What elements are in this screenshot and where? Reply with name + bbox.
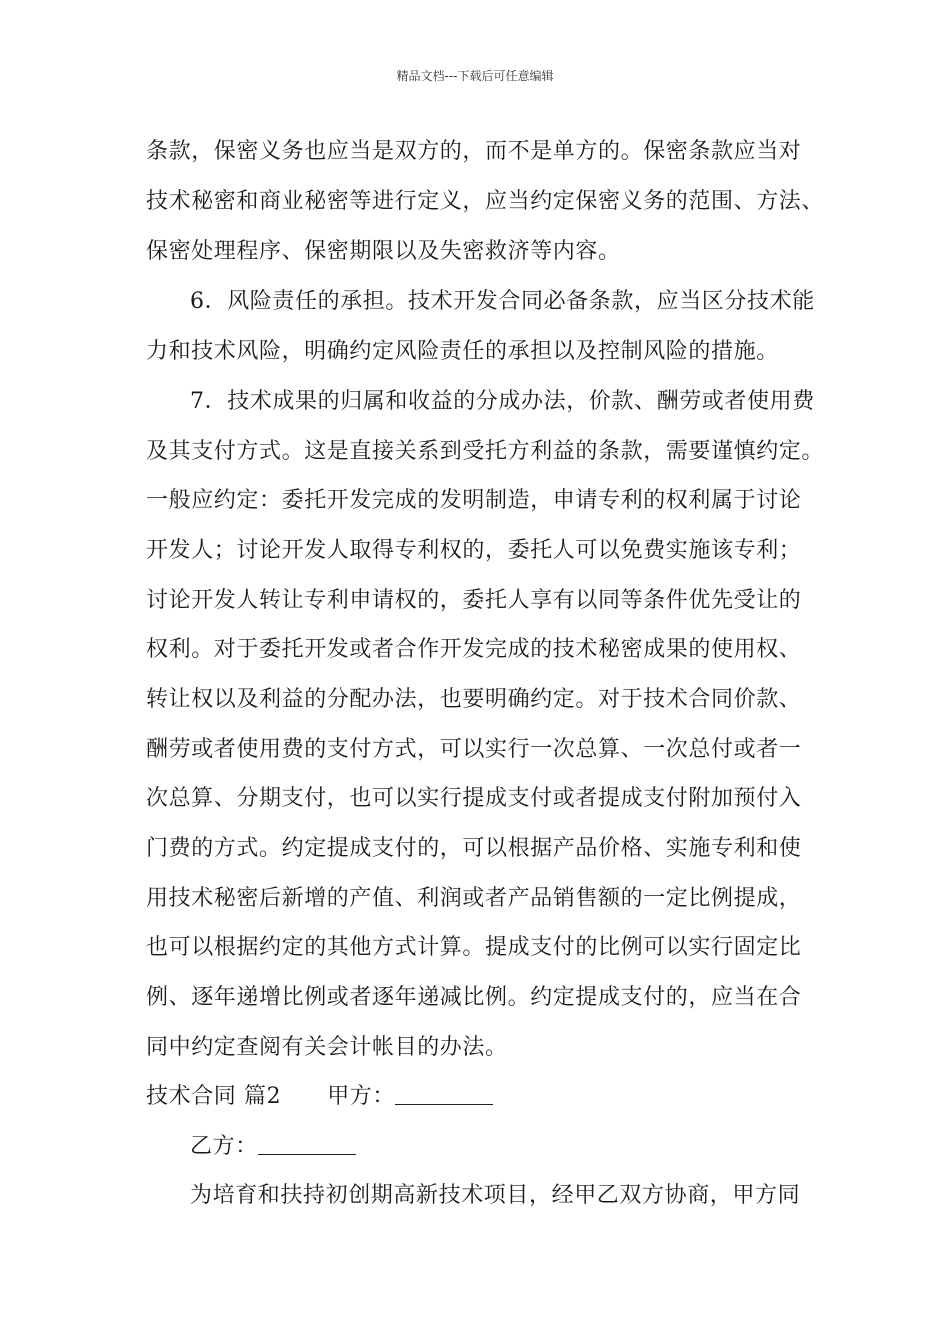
paragraph-line: 力和技术风险，明确约定风险责任的承担以及控制风险的措施。 — [146, 339, 779, 364]
paragraph-line: 次总算、分期支付，也可以实行提成支付或者提成支付附加预付入 — [146, 786, 802, 811]
paragraph-line: 6．风险责任的承担。技术开发合同必备条款，应当区分技术能 — [190, 289, 815, 314]
paragraph-line: 技术秘密和商业秘密等进行定义，应当约定保密义务的范围、方法、 — [146, 189, 825, 214]
paragraph-line: 一般应约定：委托开发完成的发明制造，申请专利的权利属于讨论 — [146, 488, 802, 513]
party-a-blank — [395, 1084, 493, 1105]
page-header: 精品文档---下载后可任意编辑 — [396, 69, 554, 83]
paragraph-line: 也可以根据约定的其他方式计算。提成支付的比例可以实行固定比 — [146, 935, 802, 960]
paragraph-line: 酬劳或者使用费的支付方式，可以实行一次总算、一次总付或者一 — [146, 737, 802, 762]
contract-title: 技术合同 篇2 — [146, 1084, 282, 1109]
paragraph-line: 门费的方式。约定提成支付的，可以根据产品价格、实施专利和使 — [146, 836, 802, 861]
paragraph-line: 及其支付方式。这是直接关系到受托方利益的条款，需要谨慎约定。 — [146, 439, 825, 464]
party-b-blank — [258, 1134, 356, 1155]
party-a-label: 甲方： — [327, 1084, 396, 1109]
party-b-line — [190, 1132, 356, 1162]
paragraph-line: 为培育和扶持初创期高新技术项目，经甲乙双方协商，甲方同 — [190, 1183, 801, 1208]
paragraph-line: 例、逐年递增比例或者逐年递减比例。约定提成支付的，应当在合 — [146, 985, 802, 1010]
contract-heading-line — [146, 1082, 493, 1112]
paragraph-line: 转让权以及利益的分配办法，也要明确约定。对于技术合同价款、 — [146, 687, 802, 712]
paragraph-line: 保密处理程序、保密期限以及失密救济等内容。 — [146, 239, 621, 264]
paragraph-line: 权利。对于委托开发或者合作开发完成的技术秘密成果的使用权、 — [146, 637, 802, 662]
paragraph-line: 条款，保密义务也应当是双方的，而不是单方的。保密条款应当对 — [146, 139, 802, 164]
party-b-label: 乙方： — [190, 1134, 258, 1159]
paragraph-line: 讨论开发人转让专利申请权的，委托人享有以同等条件优先受让的 — [146, 588, 802, 613]
paragraph-line: 同中约定查阅有关会计帐目的办法。 — [146, 1035, 508, 1060]
paragraph-line: 7．技术成果的归属和收益的分成办法，价款、酬劳或者使用费 — [190, 389, 815, 414]
paragraph-line: 用技术秘密后新增的产值、利润或者产品销售额的一定比例提成， — [146, 886, 802, 911]
paragraph-line: 开发人；讨论开发人取得专利权的，委托人可以免费实施该专利； — [146, 538, 802, 563]
